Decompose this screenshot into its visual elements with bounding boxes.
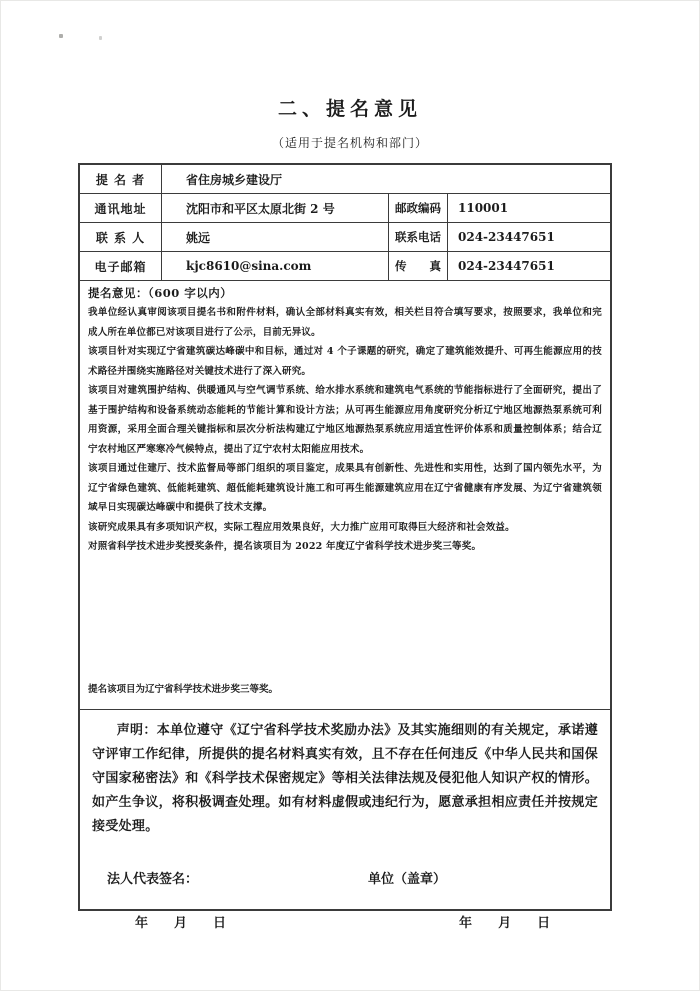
opinion-cell (80, 281, 610, 710)
opinion-paragraph: 该项目通过住建厅、技术监督局等部门组织的项目鉴定，成果具有创新性、先进性和实用性，达到了国内领先水平，为辽宁省绿色建筑、低能耗建筑、超低能耗建筑设计施工和可再生能源建筑应用在辽宁省健康有序发展、为辽宁省建筑领域早日实现碳达峰碳中和提供了技术支撑。 (88, 463, 602, 513)
nominator-label: 提 名 者 (80, 165, 162, 193)
year-label: 年 (135, 916, 149, 931)
nomination-form-table (78, 163, 612, 931)
email-label: 电子邮箱 (80, 252, 162, 280)
contact-label: 联 系 人 (80, 223, 162, 251)
opinion-paragraph: 对照省科学技术进步奖授奖条件，提名该项目为 2022 年度辽宁省科学技术进步奖三等奖。 (88, 541, 482, 552)
year-label: 年 (459, 916, 473, 931)
page-subtitle: （适用于提名机构和部门） (271, 136, 428, 150)
contact-value: 姚远 (162, 223, 389, 251)
unit-seal-label: 单位（盖章） (368, 872, 447, 887)
month-label: 月 (174, 916, 188, 931)
declaration-text: 声明：本单位遵守《辽宁省科学技术奖励办法》及其实施细则的有关规定，承诺遵守评审工作纪律，所提供的提名材料真实有效，且不存在任何违反《中华人民共和国保守国家秘密法》和《科学技术保密规定》等相关法律法规及侵犯他人知识产权的情形。如产生争议，将积极调查处理。如有材料虚假或违纪行为，愿意承担相应责任并按规定接受处理。 (92, 723, 598, 834)
phone-label: 联系电话 (389, 223, 448, 251)
nominator-value: 省住房城乡建设厅 (186, 172, 283, 187)
postcode-label: 邮政编码 (389, 194, 448, 222)
signature-row (92, 868, 598, 887)
day-label: 日 (537, 916, 551, 931)
declaration-cell (80, 710, 610, 931)
email-value: kjc8610@sina.com (162, 252, 389, 280)
row-nominator (80, 165, 610, 194)
row-contact (80, 223, 610, 252)
date-group-right (459, 912, 550, 931)
scan-speck (59, 34, 63, 38)
opinion-paragraph: 我单位经认真审阅该项目提名书和附件材料，确认全部材料真实有效，相关栏目符合填写要求，按照要求，我单位和完成人所在单位都已对该项目进行了公示，目前无异议。 (88, 307, 602, 338)
opinion-paragraph: 该研究成果具有多项知识产权，实际工程应用效果良好，大力推广应用可取得巨大经济和社会效益。 (88, 521, 515, 533)
day-label: 日 (213, 916, 227, 931)
postcode-value: 110001 (458, 201, 509, 215)
address-value: 沈阳市和平区太原北街 2 号 (162, 194, 389, 222)
month-label: 月 (498, 916, 512, 931)
scan-speck (99, 36, 102, 40)
date-group-left (135, 912, 226, 931)
date-row (92, 912, 598, 931)
opinion-body (88, 303, 602, 557)
opinion-paragraph: 该项目对建筑围护结构、供暖通风与空气调节系统、给水排水系统和建筑电气系统的节能指标进行了全面研究，提出了基于围护结构和设备系统动态能耗的节能计算和设计方法；从可再生能源应用角度研究分析辽宁地区地源热泵系统可利用资源，采用全面合理关键指标和层次分析法构建辽宁地区地源热泵系统应用适宜性评价体系和质量控制体系；结合辽宁农村地区严寒寒冷气候特点，提出了辽宁农村太阳能应用技术。 (88, 385, 602, 455)
opinion-closing-line: 提名该项目为辽宁省科学技术进步奖三等奖。 (88, 684, 279, 695)
row-email (80, 252, 610, 281)
phone-value: 024-23447651 (458, 230, 555, 244)
fax-label: 传 真 (389, 252, 448, 280)
legal-representative-signature-label: 法人代表签名： (107, 872, 199, 887)
opinion-heading: 提名意见：（600 字以内） (88, 286, 233, 300)
opinion-paragraph: 该项目针对实现辽宁省建筑碳达峰碳中和目标，通过对 4 个子课题的研究，确定了建筑能效提升、可再生能源应用的技术路径并围绕实施路径对关键技术进行了深入研究。 (88, 346, 602, 377)
fax-value: 024-23447651 (458, 259, 555, 273)
row-address (80, 194, 610, 223)
address-label: 通讯地址 (80, 194, 162, 222)
page-title: 二、提名意见 (277, 98, 422, 120)
